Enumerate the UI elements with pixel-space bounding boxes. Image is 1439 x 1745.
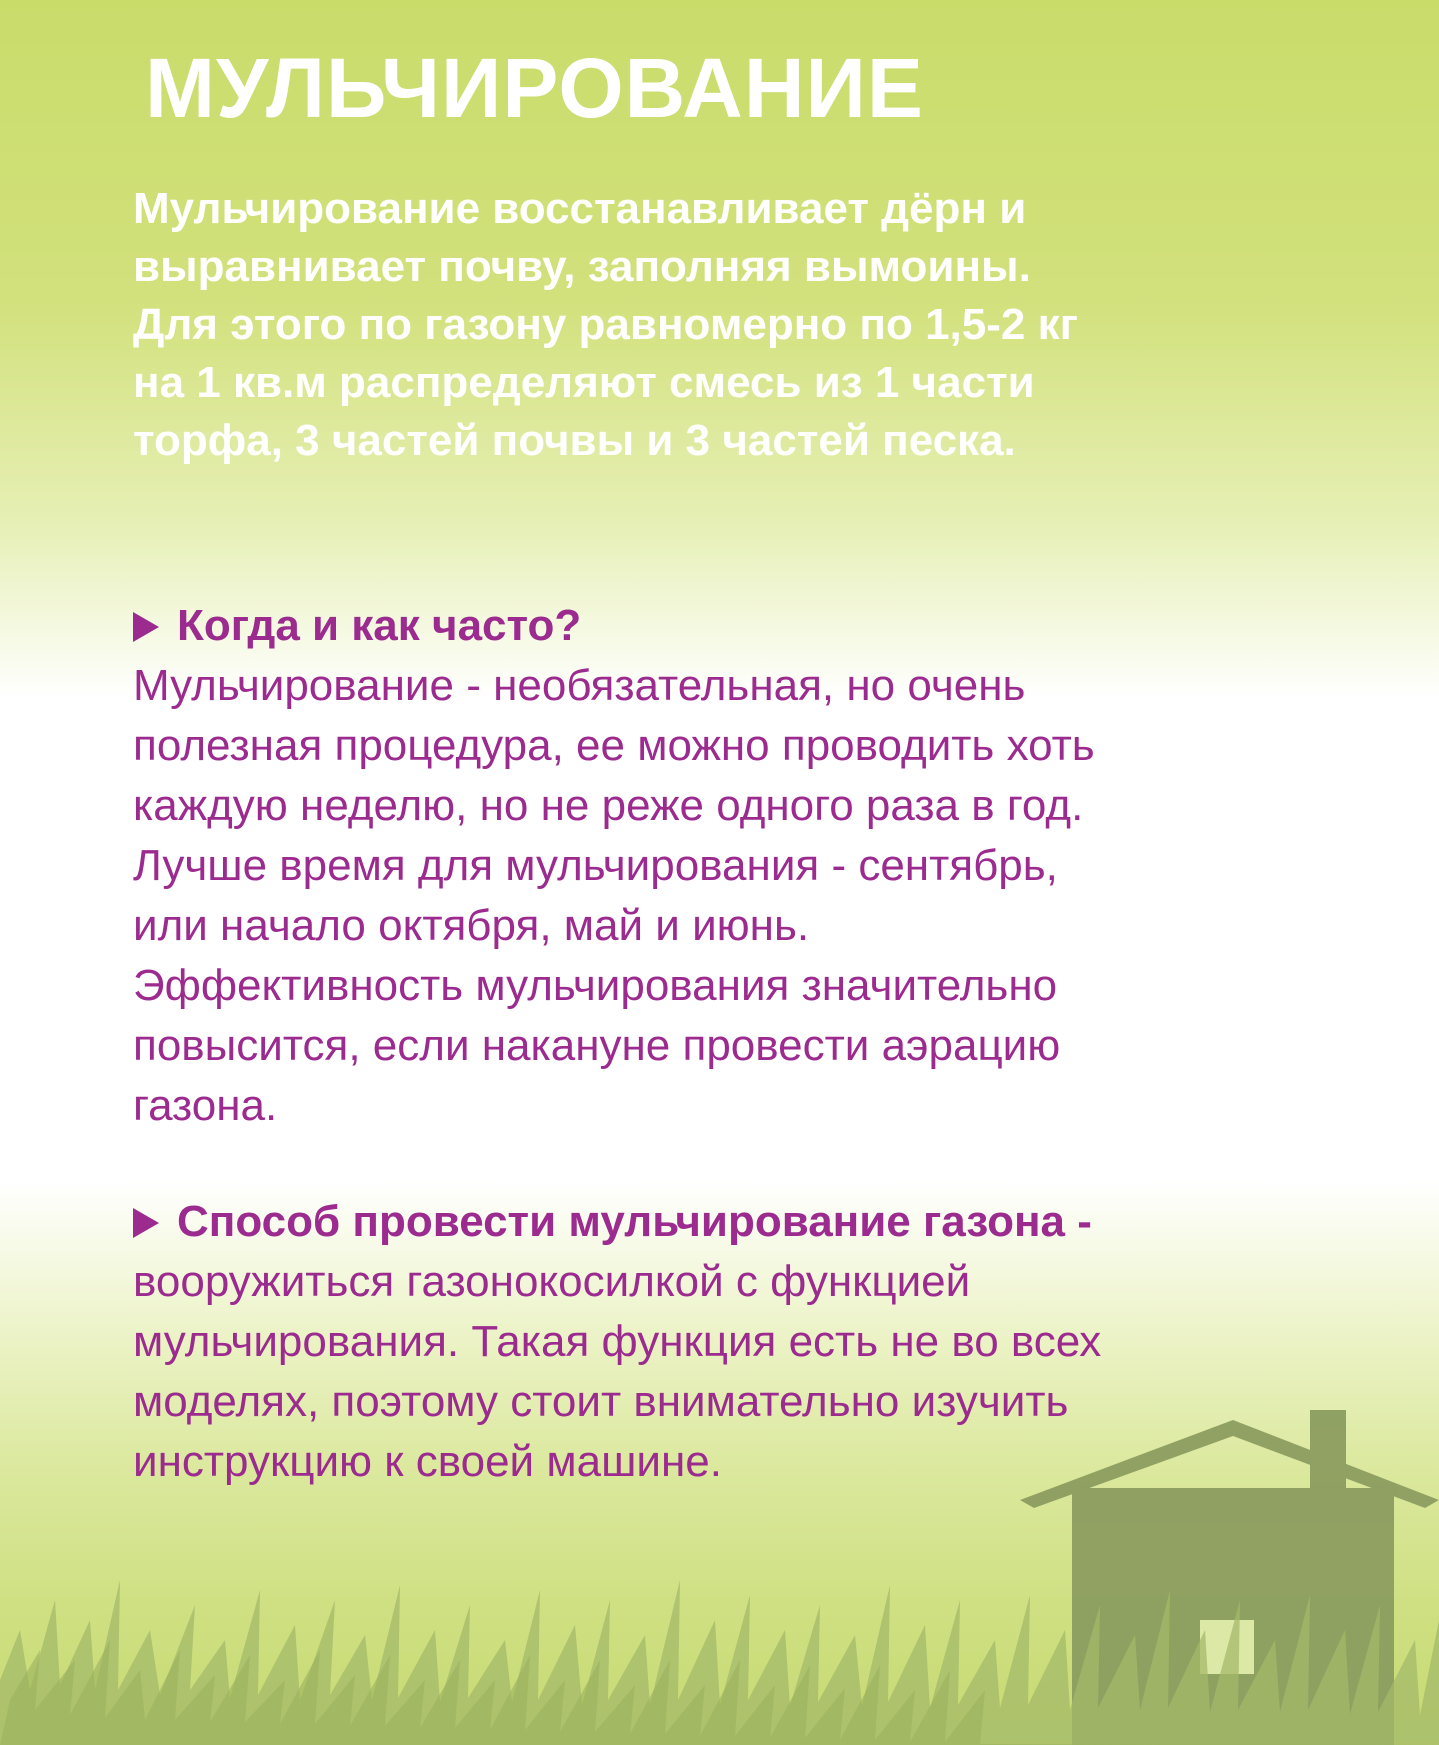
- section-heading-text: Способ провести мульчирование газона -: [177, 1197, 1092, 1246]
- section-line: или начало октября, май и июнь.: [133, 901, 810, 950]
- section-heading: [133, 596, 1095, 656]
- section-body: [133, 656, 1095, 1136]
- section-line: каждую неделю, но не реже одного раза в год.: [133, 781, 1084, 830]
- section-line: Эффективность мульчирования значительно: [133, 961, 1058, 1010]
- triangle-bullet-icon: [133, 612, 159, 642]
- section-when-how-often: [133, 596, 1095, 1136]
- grass-silhouette-icon: [0, 1560, 1439, 1745]
- section-line: газона.: [133, 1081, 278, 1130]
- section-line: Лучше время для мульчирования - сентябрь,: [133, 841, 1058, 890]
- section-line: вооружиться газонокосилкой с функцией: [133, 1257, 971, 1306]
- section-line: мульчирования. Такая функция есть не во всех: [133, 1317, 1102, 1366]
- intro-line: торфа, 3 частей почвы и 3 частей песка.: [133, 416, 1016, 465]
- intro-line: Мульчирование восстанавливает дёрн и: [133, 184, 1027, 233]
- section-method: [133, 1192, 1101, 1492]
- triangle-bullet-icon: [133, 1208, 159, 1238]
- section-line: инструкцию к своей машине.: [133, 1437, 722, 1486]
- intro-line: на 1 кв.м распределяют смесь из 1 части: [133, 358, 1035, 407]
- intro-line: выравнивает почву, заполняя вымоины.: [133, 242, 1031, 291]
- section-line: полезная процедура, ее можно проводить хоть: [133, 721, 1095, 770]
- section-line: повысится, если накануне провести аэрацию: [133, 1021, 1061, 1070]
- intro-paragraph: [133, 180, 1078, 470]
- section-line: Мульчирование - необязательная, но очень: [133, 661, 1026, 710]
- section-line: моделях, поэтому стоит внимательно изучить: [133, 1377, 1069, 1426]
- page-title: МУЛЬЧИРОВАНИЕ: [145, 41, 924, 135]
- section-heading: [133, 1192, 1101, 1252]
- intro-line: Для этого по газону равномерно по 1,5-2 кг: [133, 300, 1078, 349]
- section-heading-text: Когда и как часто?: [177, 601, 582, 650]
- section-body: [133, 1252, 1101, 1492]
